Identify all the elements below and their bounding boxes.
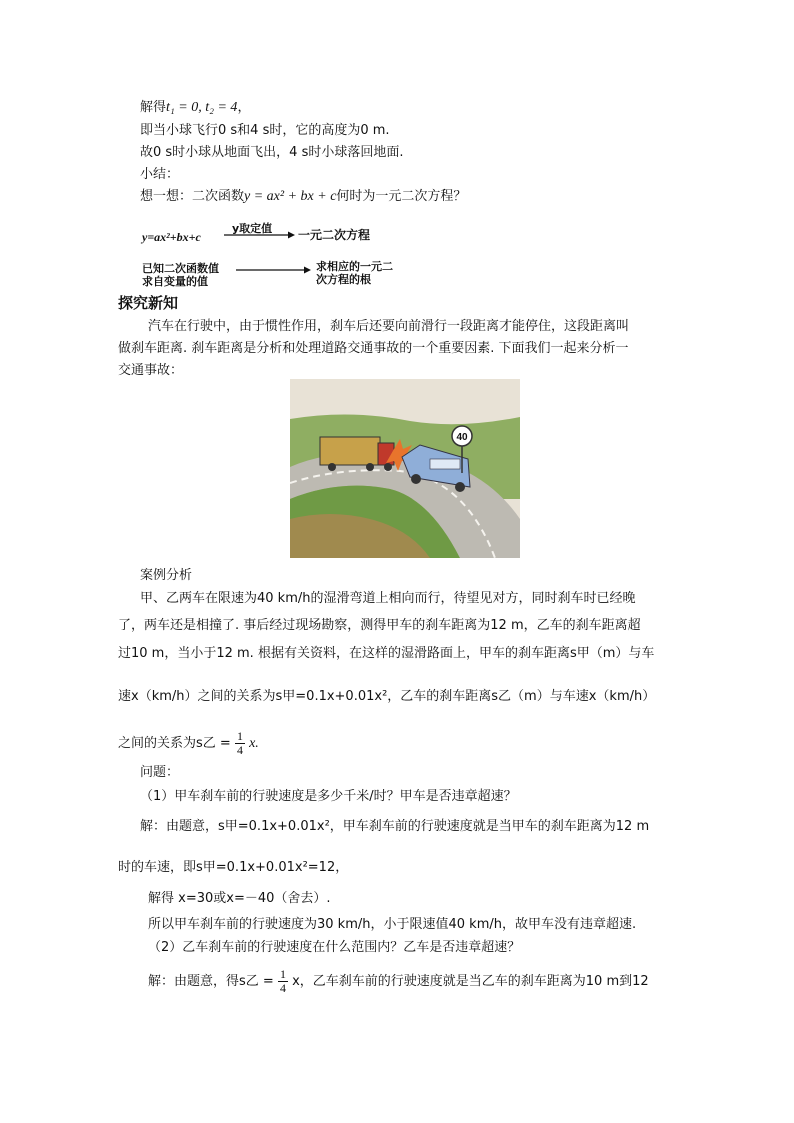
text: 已知二次函数值 xyxy=(142,262,219,275)
intro-line-3: 交通事故： xyxy=(118,363,184,378)
intro-line-1: 汽车在行驶中，由于惯性作用，刹车后还要向前滑行一段距离才能停住，这段距离叫 xyxy=(148,319,630,334)
fraction-denominator: 4 xyxy=(236,743,243,757)
diagram-roots xyxy=(316,260,393,286)
arrow-right-icon xyxy=(224,230,296,240)
answer-1-line-4: 所以甲车刹车前的行驶速度为30 km/h，小于限速值40 km/h，故甲车没有违章超速. xyxy=(148,917,637,932)
solution-line-3: 故0 s时小球从地面飞出，4 s时小球落回地面. xyxy=(140,145,404,160)
text: 求自变量的值 xyxy=(142,275,208,288)
fraction xyxy=(278,968,288,995)
speed-sign-label: 40 xyxy=(456,432,468,443)
fraction-numerator: 1 xyxy=(236,729,243,743)
text: 求相应的一元二 xyxy=(316,260,393,273)
answer-1-line-2: 时的车速，即s甲=0.1x+0.01x²=12， xyxy=(118,860,349,875)
case-line-5 xyxy=(118,730,259,757)
case-line-1: 甲、乙两车在限速为40 km/h的湿滑弯道上相向而行，待望见对方，同时刹车时已经晚 xyxy=(140,591,636,606)
math-expression: x. xyxy=(249,736,259,751)
fraction-denominator: 4 xyxy=(279,981,286,995)
math-expression: t₁ = 0, t₂ = 4 xyxy=(166,100,238,115)
text: 之间的关系为s乙 = xyxy=(118,736,231,751)
section-heading: 探究新知 xyxy=(118,294,179,312)
case-title: 案例分析 xyxy=(140,568,193,583)
math-expression: y = ax² + bx + c xyxy=(244,189,337,204)
think-question xyxy=(140,188,466,206)
arrow-right-icon xyxy=(236,265,312,275)
fraction xyxy=(235,730,245,757)
text: 解得 xyxy=(140,100,167,115)
questions-label: 问题： xyxy=(140,765,180,780)
case-line-4: 速x（km/h）之间的关系为s甲=0.1x+0.01x²，乙车的刹车距离s乙（m）与车速x（km/h） xyxy=(118,689,656,704)
question-2: （2）乙车刹车前的行驶速度在什么范围内？乙车是否违章超速？ xyxy=(148,940,521,955)
answer-1-line-1: 解：由题意，s甲=0.1x+0.01x²，甲车刹车前的行驶速度就是当甲车的刹车距离为12 m xyxy=(140,819,650,834)
diagram-function: y=ax²+bx+c xyxy=(142,230,201,244)
answer-1-line-3: 解得 x=30或x=－40（舍去）. xyxy=(148,891,331,906)
case-line-3: 过10 m，当小于12 m. 根据有关资料，在这样的湿滑路面上，甲车的刹车距离s甲（m）与车 xyxy=(118,646,655,661)
fraction-numerator: 1 xyxy=(279,967,286,981)
text: 次方程的根 xyxy=(316,273,371,286)
solution-line-2: 即当小球飞行0 s和4 s时，它的高度为0 m. xyxy=(140,123,390,138)
diagram-arrow-label: y取定值 xyxy=(232,222,273,235)
diagram-equation: 一元二次方程 xyxy=(298,228,371,242)
case-line-2: 了，两车还是相撞了. 事后经过现场勘察，测得甲车的刹车距离为12 m，乙车的刹车距离超 xyxy=(118,618,641,633)
accident-illustration xyxy=(290,379,520,558)
solution-line-1 xyxy=(140,99,250,117)
text: ， xyxy=(237,100,251,115)
text: 何时为一元二次方程？ xyxy=(336,189,467,204)
diagram-given-value xyxy=(142,262,219,288)
answer-2-line-1 xyxy=(148,968,649,995)
intro-line-2: 做刹车距离. 刹车距离是分析和处理道路交通事故的一个重要因素. 下面我们一起来分析一 xyxy=(118,341,629,356)
text: 解：由题意，得s乙 = xyxy=(148,974,274,989)
text: x，乙车刹车前的行驶速度就是当乙车的刹车距离为10 m到12 xyxy=(292,974,649,989)
text: 想一想：二次函数 xyxy=(140,189,245,204)
summary-label: 小结： xyxy=(140,167,180,182)
question-1: （1）甲车刹车前的行驶速度是多少千米/时？甲车是否违章超速？ xyxy=(140,789,517,804)
